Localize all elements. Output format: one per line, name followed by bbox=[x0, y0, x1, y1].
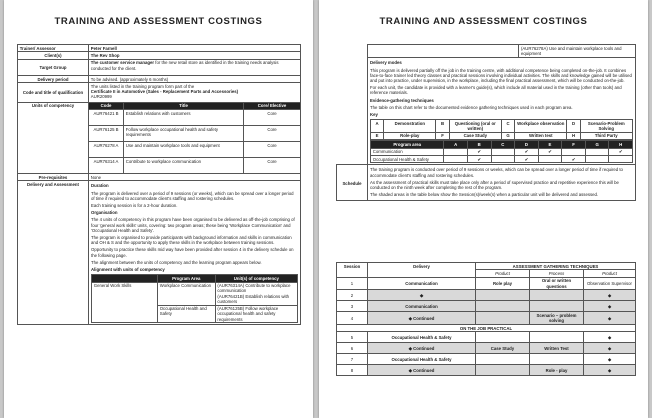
check-icon: ✔ bbox=[609, 148, 633, 155]
session-delivery: Communication bbox=[368, 277, 476, 290]
alignment-table: Program Area Unit(s) of competency General Work Skills Workplace Communication (AUR76314A) Contribute to workplace communication (AUR76421B) Establish relations with customers Occupational Health and Safety (AUR76125B) Follow workplace occupational health and safety requirements bbox=[91, 274, 298, 323]
table-row bbox=[337, 277, 636, 290]
prereq-value: None bbox=[89, 173, 301, 180]
matrix-area: Occupational Health & Safety bbox=[371, 156, 444, 163]
table-row bbox=[337, 343, 636, 354]
session-number: 4 bbox=[337, 312, 368, 325]
table-row: AUR76314 A Contribute to workplace communication Core bbox=[18, 157, 301, 173]
check-icon: ✔ bbox=[515, 148, 539, 155]
units-header-title: Title bbox=[124, 102, 244, 109]
table-row bbox=[337, 332, 636, 343]
qualification-value: The units listed in the training program form part of the Certificate II in Automotive (Sales - Replacement Parts and Accessories) AUR20999 bbox=[89, 83, 301, 102]
session-technique: Role play bbox=[476, 277, 530, 290]
trainer-value: Peter Farnell bbox=[89, 45, 301, 52]
session-delivery: Occupational Health & Safety bbox=[368, 332, 476, 343]
check-icon: ✔ bbox=[515, 156, 539, 163]
table-row bbox=[371, 148, 633, 155]
schedule-content: The training program is conducted over period of 9 sessions or weeks, which can be spread over a longer period of time if required to accommodate client's staffing and rostering schedules. As the assessment of practical skills must take place only after a period of supervised practice and repetitive experience this will be conducted on the ninth week after completing the rest of the program. The shaded areas in the table below show the Session(s)/week(s) when a particular unit will be delivered and assessed. bbox=[368, 165, 636, 201]
session-technique bbox=[476, 301, 530, 312]
session-number: 8 bbox=[337, 365, 368, 376]
delivery-label: Delivery and Assessment bbox=[18, 181, 89, 325]
session-table: Session Delivery ASSESSMENT GATHERING TECHNIQUES Product Process Product 1 Communication Role play Oral or written questions Observation Supervisor 2 ◆ ◆ 3 Communication ◆ 4 ◆ Continued Scenario – problem solving ◆ ON THE JOB PRACTICAL 5 Occupational Health & Safety ◆ 6 ◆ Continued Case Study Written Test ◆ 7 Occupational Health & Safety ◆ 8 ◆ Continued Role - play ◆ bbox=[336, 262, 636, 376]
session-technique: Oral or written questions bbox=[530, 277, 584, 290]
trainer-label: Trainer/ Assessor bbox=[18, 45, 89, 52]
matrix-header: H bbox=[609, 141, 633, 148]
page-one bbox=[4, 0, 313, 418]
session-number: 6 bbox=[337, 343, 368, 354]
delivery-period-value: To be advised. (approximately 6 months) bbox=[89, 75, 301, 82]
page-title: TRAINING AND ASSESSMENT COSTINGS bbox=[54, 16, 263, 27]
session-technique: ◆ bbox=[584, 354, 636, 365]
matrix-header: C bbox=[491, 141, 515, 148]
session-header: Session bbox=[337, 263, 368, 278]
delivery-period-label: Delivery period bbox=[18, 75, 89, 82]
clients-label: Client(s) bbox=[18, 52, 89, 59]
table-row: AUR76278 A Use and maintain workplace tools and equipment Core bbox=[18, 141, 301, 157]
session-technique bbox=[530, 354, 584, 365]
session-technique: ◆ bbox=[584, 290, 636, 301]
session-technique bbox=[530, 332, 584, 343]
check-icon bbox=[491, 148, 515, 155]
table-row bbox=[337, 301, 636, 312]
matrix-header: G bbox=[585, 141, 609, 148]
session-technique: ◆ bbox=[584, 312, 636, 325]
matrix-area: Communication bbox=[371, 148, 444, 155]
check-icon: ✔ bbox=[467, 148, 491, 155]
target-label: Target Group bbox=[18, 59, 89, 75]
session-number: 1 bbox=[337, 277, 368, 290]
delivery-table bbox=[336, 44, 636, 201]
session-number: 2 bbox=[337, 290, 368, 301]
matrix-header: F bbox=[562, 141, 586, 148]
session-number: 5 bbox=[337, 332, 368, 343]
check-icon bbox=[609, 156, 633, 163]
costing-table bbox=[17, 44, 301, 325]
technique-matrix bbox=[370, 140, 633, 163]
session-technique bbox=[476, 332, 530, 343]
check-icon bbox=[538, 156, 562, 163]
check-icon: ✔ bbox=[538, 148, 562, 155]
check-icon bbox=[585, 156, 609, 163]
table-row bbox=[371, 156, 633, 163]
session-number: 7 bbox=[337, 354, 368, 365]
delivery-content: Duration The program is delivered over a period of 9 sessions (or weeks), which can be spread over a longer period of time if required to accommodate client's staffing and rostering schedules. Each training session is for a 2-hour duration. Organisation The 4 units of competency in this program have been organised to be delivered as off-the-job comprising of four 'general work skills' units, covering: two program areas; these being 'Workplace Communication' and 'Occupational Health and Safety'. The program is organised to provide participants with background information and skills in communication and OH & S and the opportunity to apply these skills in the workplace between training sessions. Opportunity to practice these skills mid way have been provided after session 4 in the delivery schedule on the following page. The alignment between the units of competency and the learning program appears below. Alignment with units of competency Program Area Unit(s) of competency General Work Skills Workplace Communication (AUR76314A) Contribute to workplace communication (AUR76421B) Establish relations with customers Occupational Health and Safety (AUR76125B) Follow workplace occupational health and safety requirements bbox=[89, 181, 301, 325]
session-technique: Case Study bbox=[476, 343, 530, 354]
session-technique bbox=[530, 301, 584, 312]
matrix-header: E bbox=[538, 141, 562, 148]
check-icon bbox=[491, 156, 515, 163]
check-icon: ✔ bbox=[467, 156, 491, 163]
session-technique bbox=[476, 312, 530, 325]
session-technique bbox=[530, 290, 584, 301]
session-technique: ◆ bbox=[584, 332, 636, 343]
session-technique: ◆ bbox=[584, 365, 636, 376]
table-row: AUR76125 B Follow workplace occupational health and safety requirements Core bbox=[18, 125, 301, 141]
matrix-header: B bbox=[467, 141, 491, 148]
session-delivery: ◆ Continued bbox=[368, 312, 476, 325]
schedule-label: Schedule bbox=[337, 165, 368, 201]
session-delivery: Occupational Health & Safety bbox=[368, 354, 476, 365]
target-value: The customer service manager for the new retail store as identified in the training needs analysis conducted for the client. bbox=[89, 59, 301, 75]
prereq-label: Pre-requisites bbox=[18, 173, 89, 180]
matrix-header: D bbox=[515, 141, 539, 148]
delivery-header: Delivery bbox=[368, 263, 476, 278]
session-technique: ◆ bbox=[584, 301, 636, 312]
table-row: AUR76421 B Establish relations with customers Core bbox=[18, 109, 301, 125]
check-icon bbox=[444, 156, 468, 163]
page-two bbox=[319, 0, 648, 418]
table-row bbox=[337, 365, 636, 376]
session-number: 3 bbox=[337, 301, 368, 312]
alignment-group: General Work Skills bbox=[92, 282, 158, 323]
matrix-header: A bbox=[444, 141, 468, 148]
session-technique bbox=[476, 365, 530, 376]
session-technique: Scenario – problem solving bbox=[530, 312, 584, 325]
clients-value: The Rev Shop bbox=[89, 52, 301, 59]
session-technique: Role - play bbox=[530, 365, 584, 376]
check-icon bbox=[562, 148, 586, 155]
session-technique: Written Test bbox=[530, 343, 584, 354]
techniques-header: ASSESSMENT GATHERING TECHNIQUES bbox=[476, 263, 636, 270]
units-label: Units of competency bbox=[18, 102, 89, 173]
session-technique: Observation Supervisor bbox=[584, 277, 636, 290]
session-delivery: ◆ bbox=[368, 290, 476, 301]
page-title-2: TRAINING AND ASSESSMENT COSTINGS bbox=[379, 16, 588, 27]
check-icon bbox=[444, 148, 468, 155]
units-header-code: Code bbox=[89, 102, 124, 109]
check-icon bbox=[585, 148, 609, 155]
check-icon: ✔ bbox=[562, 156, 586, 163]
table-row bbox=[337, 290, 636, 301]
table-row bbox=[337, 312, 636, 325]
table-row bbox=[337, 354, 636, 365]
session-delivery: Communication bbox=[368, 301, 476, 312]
session-delivery: ◆ Continued bbox=[368, 365, 476, 376]
session-technique: ◆ bbox=[584, 343, 636, 354]
qualification-label: Code and title of qualification bbox=[18, 83, 89, 102]
session-technique bbox=[476, 354, 530, 365]
delivery-modes: Delivery modes This program is delivered partially off the job in the training centre, with additional competence being completed on-the-job. It combines face-to-face trainer led theory classes and practical sessions involving individual activities. The skills and knowledge gained will be utilised and put into practice, under supervision, in the workplace, including the final practical assessment, which will be conducted on-the-job. For each unit, the candidate is provided with a learner's guide(s), which include all material used in the training (other than tools) and reference materials. Evidence-gathering techniques The table on this chart refer to the documented evidence gathering techniques used in each program area. Key A Demonstration B Questioning (oral or written) C Workplace observation D Scenario-Problem Solving E Role-play F Case Study G Written test H Third Party Program area A B C D E F G H Communication ✔ ✔ ✔ ✔ Occupational Health & Safety ✔ ✔ ✔ bbox=[368, 58, 636, 165]
on-job-practical: ON THE JOB PRACTICAL bbox=[337, 324, 636, 331]
matrix-header: Program area bbox=[371, 141, 444, 148]
units-header-type: Core/ Elective bbox=[244, 102, 301, 109]
key-table: A Demonstration B Questioning (oral or written) C Workplace observation D Scenario-Problem Solving E Role-play F Case Study G Written test H Third Party bbox=[370, 119, 633, 140]
session-technique bbox=[476, 290, 530, 301]
session-delivery: ◆ Continued bbox=[368, 343, 476, 354]
continued-unit: (AUR76278A) Use and maintain workplace tools and equipment bbox=[518, 45, 635, 57]
